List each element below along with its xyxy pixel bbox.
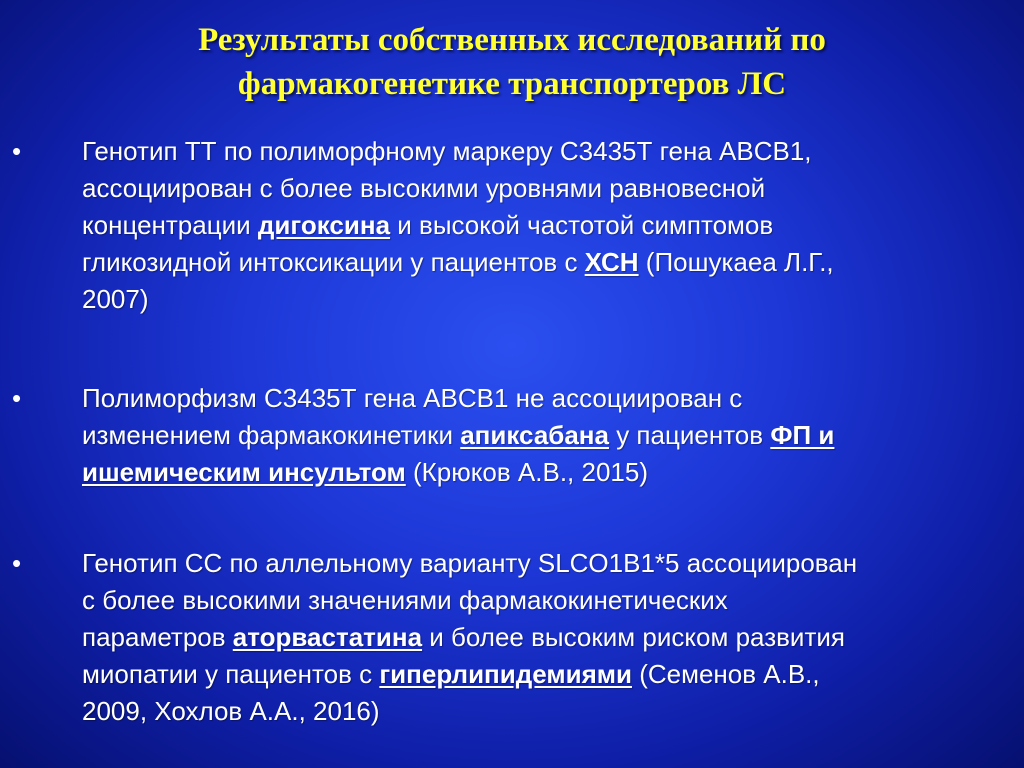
bullet-line: [82, 133, 1012, 170]
bullet-marker: •: [12, 136, 22, 166]
bullet-line: [82, 170, 1012, 207]
text-run: Генотип СС по аллельному варианту SLCO1B1*5 ассоциирован: [82, 548, 858, 578]
text-run: параметров: [82, 622, 233, 652]
emphasized-term: ХСН: [584, 247, 639, 277]
emphasized-term: ишемическим инсультом: [82, 457, 406, 487]
bullet-text: [82, 133, 1012, 318]
bullet-line: [82, 656, 1012, 693]
bullet-marker: •: [12, 383, 22, 413]
bullet-text: [82, 380, 1012, 491]
bullet-marker: •: [12, 548, 22, 578]
emphasized-term: ФП и: [770, 420, 835, 450]
text-run: гликозидной интоксикации у пациентов с: [82, 247, 585, 277]
text-run: (Пошукаеа Л.Г.,: [638, 247, 834, 277]
bullet-line: [82, 207, 1012, 244]
bullet-line: [82, 619, 1012, 656]
bullet-line: [82, 380, 1012, 417]
text-run: миопатии у пациентов с: [82, 659, 380, 689]
slide-title-line-2: фармакогенетике транспортеров ЛС: [237, 66, 787, 102]
text-run: с более высокими значениями фармакокинетических: [82, 585, 728, 615]
emphasized-term: аторвастатина: [232, 622, 423, 652]
text-run: у пациентов: [608, 420, 771, 450]
emphasized-term: дигоксина: [257, 210, 391, 240]
bullet-line: [82, 281, 1012, 318]
text-run: концентрации: [82, 210, 258, 240]
text-run: Полиморфизм С3435Т гена ABCB1 не ассоциирован с: [82, 383, 743, 413]
bullet-line: [82, 693, 1012, 730]
slide-title-line-1: Результаты собственных исследований по: [198, 22, 826, 58]
bullet-line: [82, 454, 1012, 491]
text-run: изменением фармакокинетики: [82, 420, 461, 450]
text-run: и высокой частотой симптомов: [390, 210, 774, 240]
emphasized-term: апиксабана: [460, 420, 609, 450]
text-run: (Крюков А.В., 2015): [405, 457, 648, 487]
bullet-line: [82, 244, 1012, 281]
text-run: 2007): [82, 284, 149, 314]
text-run: Генотип ТТ по полиморфному маркеру С3435Т гена ABCB1,: [82, 136, 812, 166]
text-run: ассоциирован с более высокими уровнями равновесной: [82, 173, 766, 203]
text-run: (Семенов А.В.,: [631, 659, 820, 689]
text-run: и более высоким риском развития: [422, 622, 845, 652]
bullet-text: [82, 545, 1012, 730]
bullet-line: [82, 545, 1012, 582]
bullet-line: [82, 582, 1012, 619]
bullet-line: [82, 417, 1012, 454]
emphasized-term: гиперлипидемиями: [379, 659, 632, 689]
text-run: 2009, Хохлов А.А., 2016): [82, 696, 380, 726]
